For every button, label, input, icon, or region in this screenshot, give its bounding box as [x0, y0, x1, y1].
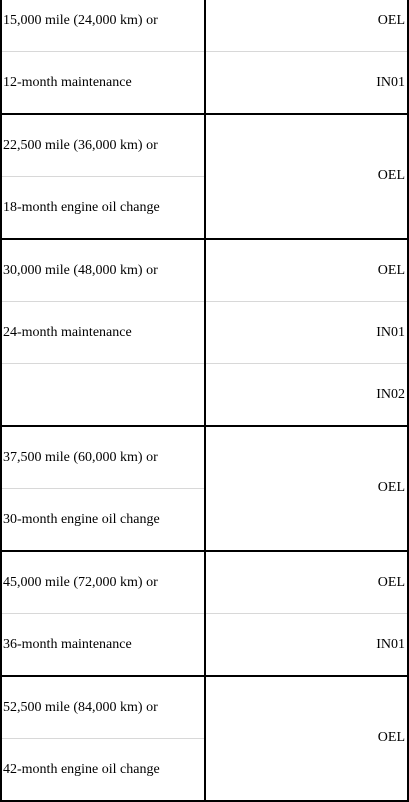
code-text: OEL [377, 13, 405, 28]
interval-text: 22,500 mile (36,000 km) or [3, 138, 158, 153]
interval-cell [2, 488, 204, 550]
code-cell [206, 51, 407, 113]
interval-text: 15,000 mile (24,000 km) or [3, 13, 158, 28]
interval-text: 30-month engine oil change [3, 512, 160, 527]
code-text: IN02 [376, 387, 405, 402]
interval-text: 24-month maintenance [3, 325, 132, 340]
table-row-group [0, 427, 409, 552]
table-row-group [0, 552, 409, 677]
interval-cell [2, 115, 204, 176]
code-column [206, 0, 407, 113]
interval-text: 12-month maintenance [3, 75, 132, 90]
code-text: OEL [377, 480, 405, 495]
code-text: IN01 [376, 637, 405, 652]
interval-cell [2, 552, 204, 613]
interval-column [2, 677, 206, 800]
code-cell [206, 613, 407, 675]
interval-column [2, 240, 206, 425]
interval-column [2, 552, 206, 675]
interval-cell [2, 301, 204, 363]
code-cell [206, 301, 407, 363]
interval-cell [2, 613, 204, 675]
code-text: IN01 [376, 325, 405, 340]
code-cell [206, 240, 407, 301]
table-row-group [0, 0, 409, 115]
code-text: OEL [377, 263, 405, 278]
interval-text: 45,000 mile (72,000 km) or [3, 575, 158, 590]
interval-cell [2, 738, 204, 800]
interval-cell [2, 240, 204, 301]
interval-cell [2, 363, 204, 425]
interval-cell [2, 0, 204, 51]
interval-cell [2, 176, 204, 238]
table-row-group [0, 115, 409, 240]
code-column [206, 240, 407, 425]
code-text: IN01 [376, 75, 405, 90]
interval-text: 30,000 mile (48,000 km) or [3, 263, 158, 278]
code-column-merged [206, 677, 407, 800]
interval-text: 37,500 mile (60,000 km) or [3, 450, 158, 465]
interval-cell [2, 427, 204, 488]
interval-column [2, 115, 206, 238]
code-column [206, 552, 407, 675]
code-cell [206, 552, 407, 613]
interval-column [2, 427, 206, 550]
code-column-merged [206, 427, 407, 550]
interval-text: 42-month engine oil change [3, 762, 160, 777]
interval-text: 36-month maintenance [3, 637, 132, 652]
interval-cell [2, 51, 204, 113]
interval-text: 18-month engine oil change [3, 200, 160, 215]
interval-column [2, 0, 206, 113]
interval-cell [2, 677, 204, 738]
interval-text: 52,500 mile (84,000 km) or [3, 700, 158, 715]
code-column-merged [206, 115, 407, 238]
table-row-group [0, 240, 409, 427]
table-row-group [0, 677, 409, 802]
code-text: OEL [377, 168, 405, 183]
code-text: OEL [377, 730, 405, 745]
code-cell [206, 0, 407, 51]
code-text: OEL [377, 575, 405, 590]
code-cell [206, 363, 407, 425]
